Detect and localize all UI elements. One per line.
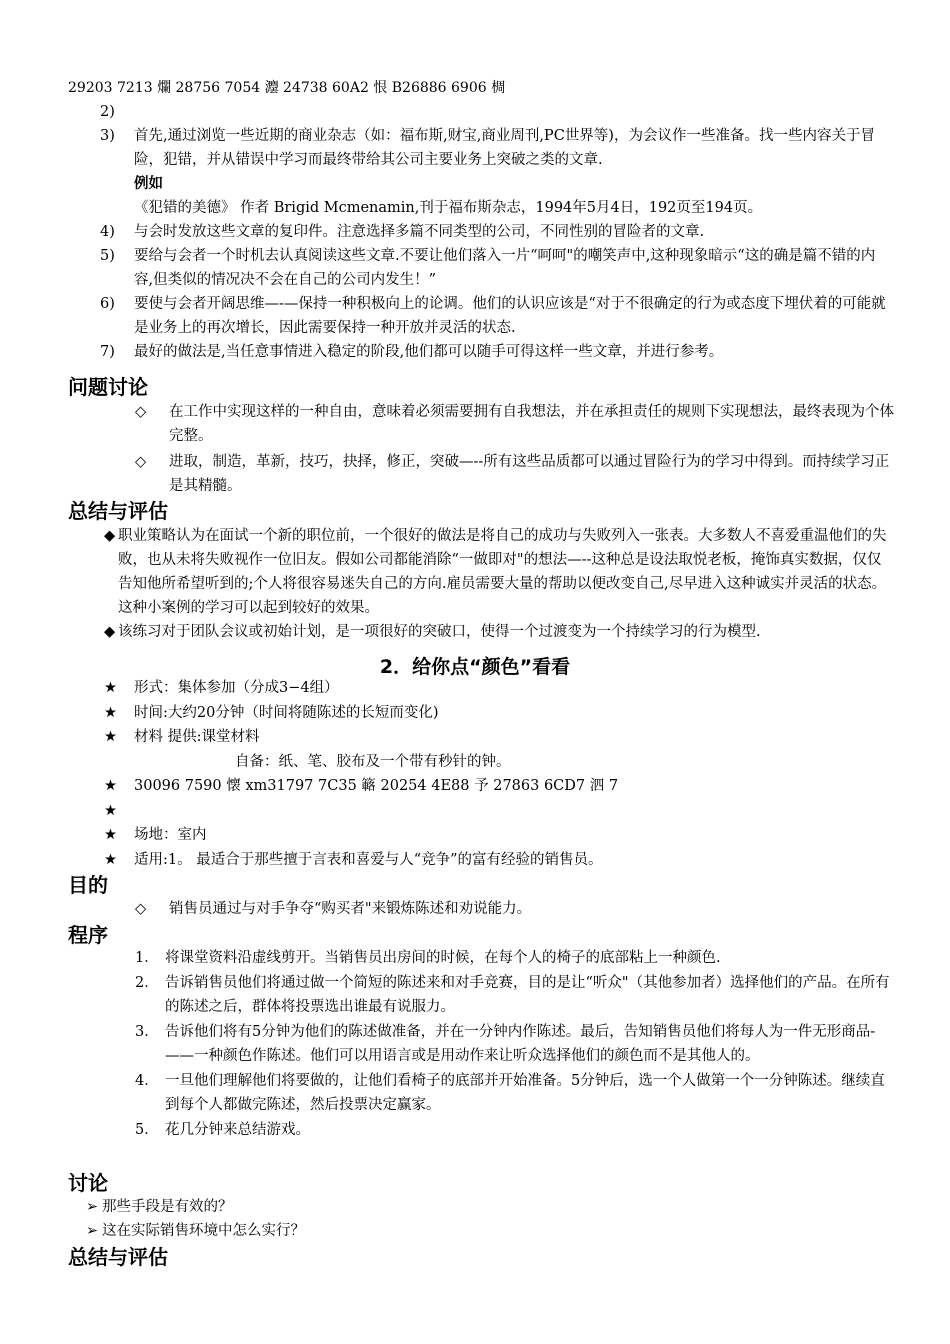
list-item	[100, 220, 890, 244]
spec-item	[104, 701, 894, 726]
arrow-bullet-icon: ➢	[86, 1223, 99, 1239]
section-heading-procedure: 程序	[68, 923, 108, 947]
spec-item	[104, 799, 894, 824]
item-text: 要给与会者一个时机去认真阅读这些文章.不要让他们落入一片“呵呵"的嘲笑声中,这种现象暗示“这的确是篇不错的内容,但类似的情况决不会在自己的公司内发生！”	[134, 248, 876, 288]
star-bullet-icon: ★	[104, 704, 117, 721]
step-number: 5．	[135, 1122, 159, 1138]
spec-item	[104, 725, 894, 750]
spec-text: 形式：集体参加（分成3−4组）	[134, 680, 339, 696]
diamond-filled-bullet-icon: ◆	[104, 624, 116, 640]
list-item	[100, 124, 890, 172]
item-number: 6)	[100, 296, 115, 312]
step-text: 花几分钟来总结游戏。	[165, 1122, 310, 1138]
step-number: 1．	[135, 950, 159, 966]
list-item	[104, 524, 894, 620]
diamond-bullet-icon: ◇	[135, 404, 147, 420]
step-text: 告诉他们将有5分钟为他们的陈述做准备，并在一分钟内作陈述。最后，告知销售员他们将每人为一件无形商品-——一种颜色作陈述。他们可以用语言或是用动作来让听众选择他们的颜色而不是其他人的。	[165, 1024, 876, 1064]
spec-text: 场地：室内	[134, 827, 207, 843]
spec-text: 30096 7590 懐 xm31797 7C35 簵 20254 4E88 予 27863 6CD7 泗 7	[134, 778, 619, 794]
spec-list	[104, 676, 894, 872]
step-text: 将课堂资料沿虚线剪开。当销售员出房间的时候，在每个人的椅子的底部粘上一种颜色.	[165, 950, 721, 966]
procedure-step	[135, 946, 895, 970]
spec-text: 时间:大约20分钟（时间将随陈述的长短而变化)	[134, 704, 439, 721]
section-heading-summary: 总结与评估	[68, 499, 168, 523]
item-text: 与会时发放这些文章的复印件。注意选择多篇不同类型的公司，不同性别的冒险者的文章.	[134, 224, 705, 240]
list-item	[104, 620, 894, 644]
section-heading-goal: 目的	[68, 873, 108, 897]
item-text: 在工作中实现这样的一种自由，意味着必须需要拥有自我想法，并在承担责任的规则下实现想法，最终表现为个体完整。	[169, 404, 894, 444]
section-heading-summary-2: 总结与评估	[68, 1245, 168, 1269]
list-item	[135, 897, 895, 921]
header-line: 29203 7213 爛 28756 7054 灋 24738 60A2 恨 B26886 6906 椆	[68, 80, 506, 96]
spec-item	[104, 774, 894, 799]
item-text: 那些手段是有效的？	[102, 1199, 233, 1215]
star-bullet-icon: ★	[104, 802, 117, 819]
item-number: 7)	[100, 344, 115, 360]
spec-subline	[104, 750, 894, 775]
step-text: 告诉销售员他们将通过做一个简短的陈述来和对手竞赛，目的是让“听众"（其他参加者）选择他们的产品。在所有的陈述之后，群体将投票选出谁最有说服力。	[165, 975, 890, 1015]
star-bullet-icon: ★	[104, 680, 117, 696]
item-text: 进取，制造，革新，技巧，抉择，修正，突破—--所有这些品质都可以通过冒险行为的学习中得到。而持续学习正是其精髓。	[169, 454, 890, 494]
procedure-list	[135, 946, 895, 1143]
item-text: 这在实际销售环境中怎么实行？	[102, 1223, 305, 1239]
item-number: 5)	[100, 248, 115, 264]
step-number: 4．	[135, 1073, 159, 1089]
list-item	[100, 100, 890, 124]
list-item	[135, 450, 895, 498]
item-text: 最好的做法是,当任意事情进入稳定的阶段,他们都可以随手可得这样一些文章，并进行参考。	[134, 344, 724, 360]
example-text: 《犯错的美德》 作者 Brigid Mcmenamin,刊于福布斯杂志，1994年5月4日，192页至194页。	[134, 200, 763, 216]
section-heading-discussion: 问题讨论	[68, 375, 148, 399]
procedure-step	[135, 1118, 895, 1142]
arrow-bullet-icon: ➢	[86, 1199, 99, 1215]
item-text: 销售员通过与对手争夺“购买者"来锻炼陈述和劝说能力。	[169, 901, 532, 917]
star-bullet-icon: ★	[104, 827, 117, 843]
list-item	[100, 340, 890, 364]
star-bullet-icon: ★	[104, 778, 117, 794]
spec-text: 适用:1。 最适合于那些擅于言表和喜爱与人“竞争”的富有经验的销售员。	[134, 851, 603, 868]
discussion-list	[135, 400, 895, 500]
spec-item	[104, 823, 894, 848]
intro-list	[100, 100, 890, 364]
example-label: 例如	[134, 175, 163, 192]
star-bullet-icon: ★	[104, 851, 117, 868]
step-number: 2．	[135, 975, 159, 991]
diamond-filled-bullet-icon: ◆	[104, 528, 116, 544]
step-number: 3．	[135, 1024, 159, 1040]
spec-text: 材料 提供:课堂材料	[134, 729, 260, 745]
list-item	[135, 400, 895, 448]
step-text: 一旦他们理解他们将要做的，让他们看椅子的底部并开始准备。5分钟后，选一个人做第一个一分钟陈述。继续直到每个人都做完陈述，然后投票决定赢家。	[165, 1073, 885, 1113]
item-number: 3)	[100, 128, 115, 144]
star-bullet-icon: ★	[104, 729, 117, 745]
procedure-step	[135, 1020, 895, 1068]
procedure-step	[135, 1069, 895, 1117]
spec-item	[104, 676, 894, 701]
spec-item	[104, 848, 894, 873]
item-text: 首先,通过浏览一些近期的商业杂志（如：福布斯,财宝,商业周刊,PC世界等)，为会议作一些准备。找一些内容关于冒险，犯错，并从错误中学习而最终带给其公司主要业务上突破之类的文章.	[134, 128, 875, 168]
diamond-bullet-icon: ◇	[135, 454, 147, 470]
discussion-2-list	[86, 1195, 876, 1243]
item-text: 职业策略认为在面试一个新的职位前，一个很好的做法是将自己的成功与失败列入一张表。大多数人不喜爱重温他们的失败，也从未将失败视作一位旧友。假如公司都能消除“一做即对"的想法—--这种总是设法取悦老板，掩饰真实数据，仅仅告知他所希望听到的;个人将很容易迷失自己的方向.雇员需要大量的帮助以便改变自己,尽早进入这种诚实并灵活的状态。这种小案例的学习可以起到较好的效果。	[118, 528, 887, 616]
diamond-bullet-icon: ◇	[135, 901, 147, 917]
goal-list	[135, 897, 895, 923]
list-item	[100, 292, 890, 340]
item-number: 4)	[100, 224, 115, 240]
item-number: 2)	[100, 104, 115, 120]
materials-self: 自备：纸、笔、胶布及一个带有秒针的钟。	[235, 753, 511, 770]
section-heading-discussion-2: 讨论	[68, 1171, 108, 1195]
item-text: 要使与会者开阔思维—-—保持一种积极向上的论调。他们的认识应该是“对于不很确定的行为或态度下埋伏着的可能就是业务上的再次增长，因此需要保持一种开放并灵活的状态.	[134, 296, 886, 336]
item-text: 该练习对于团队会议或初始计划，是一项很好的突破口，使得一个过渡变为一个持续学习的行为模型.	[118, 624, 761, 640]
game-title: 2．给你点“颜色”看看	[379, 656, 571, 678]
list-item	[100, 244, 890, 292]
summary-list	[104, 524, 894, 644]
list-item	[86, 1195, 876, 1219]
procedure-step	[135, 971, 895, 1019]
list-item	[86, 1219, 876, 1243]
